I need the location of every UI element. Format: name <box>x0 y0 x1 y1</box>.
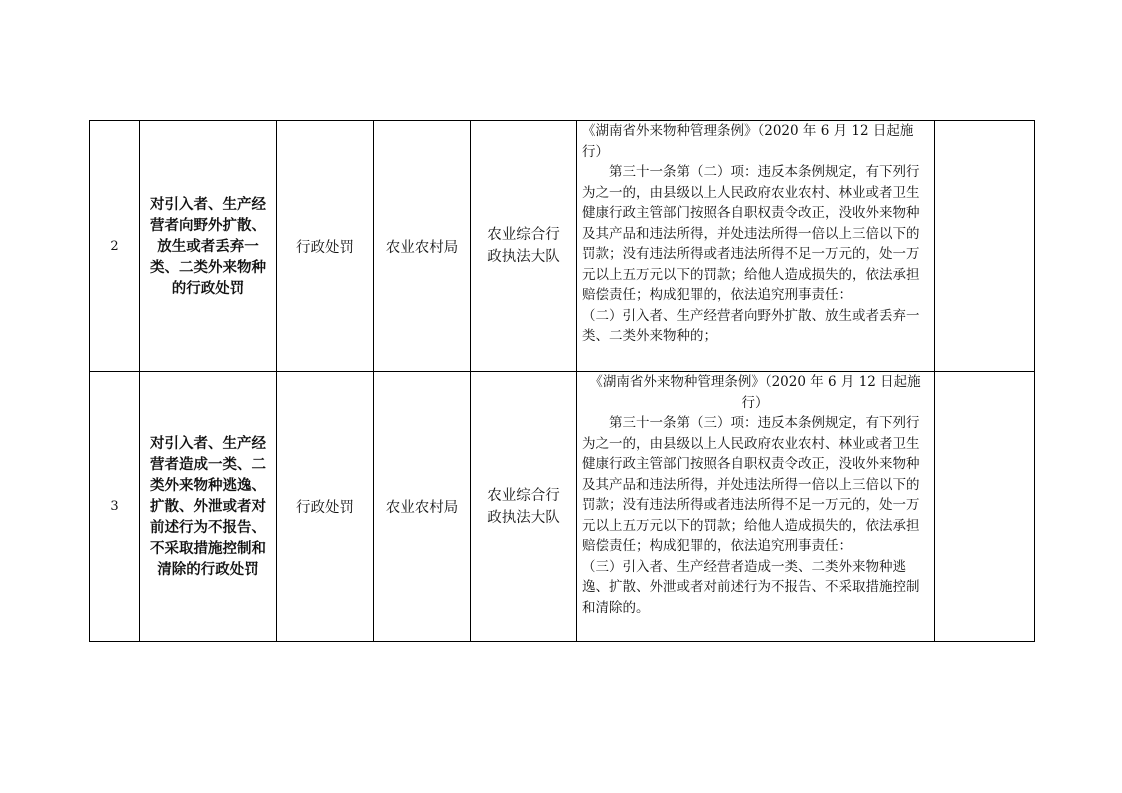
implementing-unit: 农业综合行政执法大队 <box>471 372 577 642</box>
row-number: 3 <box>90 372 140 642</box>
legal-basis-title: 《湖南省外来物种管理条例》（2020 年 6 月 12 日起施行） <box>582 123 914 160</box>
legal-basis-article: 第三十一条第（二）项：违反本条例规定，有下列行为之一的，由县级以上人民政府农业农村、林业或者卫生健康行政主管部门按照各自职权责令改正，没收外来物种及其产品和违法所得，并处违法所得一倍以上三倍以下的罚款；没有违法所得或者违法所得不足一万元的，处一万元以上五万元以下的罚款；给他人造成损失的，依法承担赔偿责任；构成犯罪的，依法追究刑事责任： <box>582 164 920 303</box>
legal-basis-article: 第三十一条第（三）项：违反本条例规定，有下列行为之一的，由县级以上人民政府农业农村、林业或者卫生健康行政主管部门按照各自职权责令改正，没收外来物种及其产品和违法所得，并处违法所得一倍以上三倍以下的罚款；没有违法所得或者违法所得不足一万元的，处一万元以上五万元以下的罚款；给他人造成损失的，依法承担赔偿责任；构成犯罪的，依法追究刑事责任： <box>582 415 920 554</box>
item-name: 对引入者、生产经营者向野外扩散、放生或者丢弃一类、二类外来物种的行政处罚 <box>140 121 277 372</box>
legal-basis-title: 《湖南省外来物种管理条例》（2020 年 6 月 12 日起施行） <box>589 374 921 411</box>
implementing-unit: 农业综合行政执法大队 <box>471 121 577 372</box>
enforcement-items-table <box>89 120 1035 642</box>
item-name: 对引入者、生产经营者造成一类、二类外来物种逃逸、扩散、外泄或者对前述行为不报告、不采取措施控制和清除的行政处罚 <box>140 372 277 642</box>
legal-basis-clause: （三）引入者、生产经营者造成一类、二类外来物种逃逸、扩散、外泄或者对前述行为不报告、不采取措施控制和清除的。 <box>582 558 920 616</box>
table-row <box>90 372 1035 642</box>
responsible-department: 农业农村局 <box>374 372 471 642</box>
remarks-cell <box>935 121 1035 372</box>
legal-basis <box>577 372 935 642</box>
row-number: 2 <box>90 121 140 372</box>
remarks-cell <box>935 372 1035 642</box>
item-type: 行政处罚 <box>277 121 374 372</box>
table-row <box>90 121 1035 372</box>
legal-basis <box>577 121 935 372</box>
legal-basis-clause: （二）引入者、生产经营者向野外扩散、放生或者丢弃一类、二类外来物种的； <box>582 307 920 344</box>
responsible-department: 农业农村局 <box>374 121 471 372</box>
item-type: 行政处罚 <box>277 372 374 642</box>
